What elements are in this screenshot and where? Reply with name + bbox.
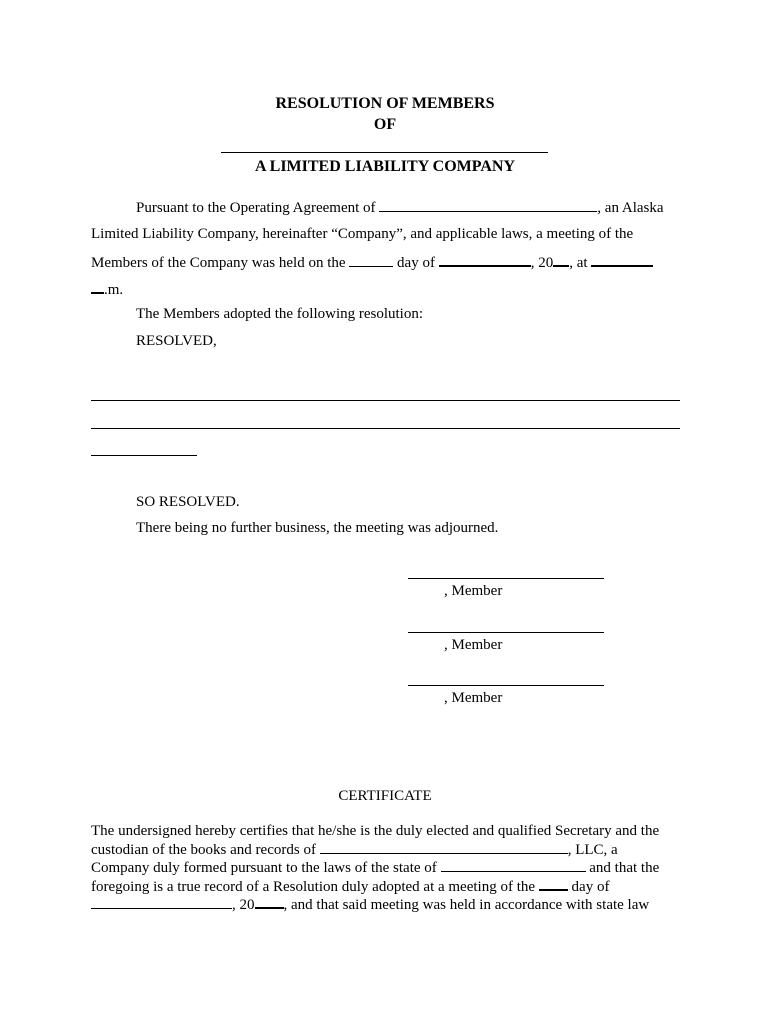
formation-state-blank[interactable]: [441, 859, 586, 872]
paragraph-1-line-1: [136, 199, 664, 217]
p1-line3-text-b: day of: [397, 255, 435, 271]
certificate-heading: CERTIFICATE: [338, 788, 432, 804]
certificate-line-3: [91, 859, 659, 877]
cert-line3-text-b: and that the: [589, 860, 660, 876]
signature-label-1: , Member: [444, 583, 503, 599]
signature-label-2: , Member: [444, 637, 503, 653]
resolved-text: RESOLVED,: [136, 333, 217, 349]
cert-month-blank[interactable]: [91, 896, 232, 909]
p1-text-b: , an Alaska: [597, 200, 664, 216]
signature-label-3: , Member: [444, 690, 503, 706]
company-name-blank[interactable]: [221, 152, 548, 153]
p1-text-a: Pursuant to the Operating Agreement of: [136, 200, 376, 216]
cert-line4-text-b: day of: [571, 879, 610, 895]
operating-agreement-blank[interactable]: [379, 199, 597, 212]
meeting-time-blank[interactable]: [591, 253, 653, 267]
certificate-line-1: The undersigned hereby certifies that he/she is the duly elected and qualified Secretary and the: [91, 823, 660, 839]
signature-line-1[interactable]: [408, 578, 604, 579]
cert-line2-text-b: , LLC, a: [567, 842, 618, 858]
meeting-day-blank[interactable]: [349, 254, 393, 267]
cert-line3-text-a: Company duly formed pursuant to the laws of the state of: [91, 860, 437, 876]
signature-line-2[interactable]: [408, 632, 604, 633]
cert-line5-text-b: , and that said meeting was held in accordance with state law: [283, 897, 650, 913]
cert-line4-text-a: foregoing is a true record of a Resolution duly adopted at a meeting of the: [91, 879, 536, 895]
resolution-blank-line-2[interactable]: [91, 428, 680, 429]
custodian-company-blank[interactable]: [320, 841, 568, 854]
paragraph-1-line-4: [91, 280, 123, 299]
meeting-month-blank[interactable]: [439, 253, 531, 267]
cert-line2-text-a: custodian of the books and records of: [91, 842, 316, 858]
signature-line-3[interactable]: [408, 685, 604, 686]
am-pm-blank[interactable]: [91, 280, 104, 294]
cert-day-blank[interactable]: [539, 877, 568, 891]
title-line-1: RESOLUTION OF MEMBERS: [275, 95, 495, 112]
p1-line3-text-a: Members of the Company was held on the: [91, 255, 346, 271]
title-line-3: A LIMITED LIABILITY COMPANY: [254, 158, 516, 175]
so-resolved-text: SO RESOLVED.: [136, 494, 240, 510]
cert-year-blank[interactable]: [255, 895, 284, 909]
p1-line3-text-c: , 20: [530, 255, 554, 271]
cert-line5-text-a: , 20: [232, 897, 255, 913]
certificate-line-5: [91, 895, 649, 914]
adopted-text: The Members adopted the following resolution:: [136, 306, 424, 322]
title-line-2: OF: [373, 116, 397, 133]
paragraph-1-line-3: [91, 253, 653, 272]
certificate-line-4: [91, 877, 609, 896]
p1-line4-text: .m.: [104, 282, 124, 298]
certificate-line-2: [91, 841, 618, 859]
resolution-blank-line-3[interactable]: [91, 455, 197, 456]
resolution-blank-line-1[interactable]: [91, 400, 680, 401]
p1-line3-text-d: , at: [569, 255, 588, 271]
meeting-year-blank[interactable]: [553, 253, 569, 267]
paragraph-1-line-2: Limited Liability Company, hereinafter “Company”, and applicable laws, a meeting of the: [91, 226, 634, 242]
adjourned-text: There being no further business, the meeting was adjourned.: [136, 520, 499, 536]
